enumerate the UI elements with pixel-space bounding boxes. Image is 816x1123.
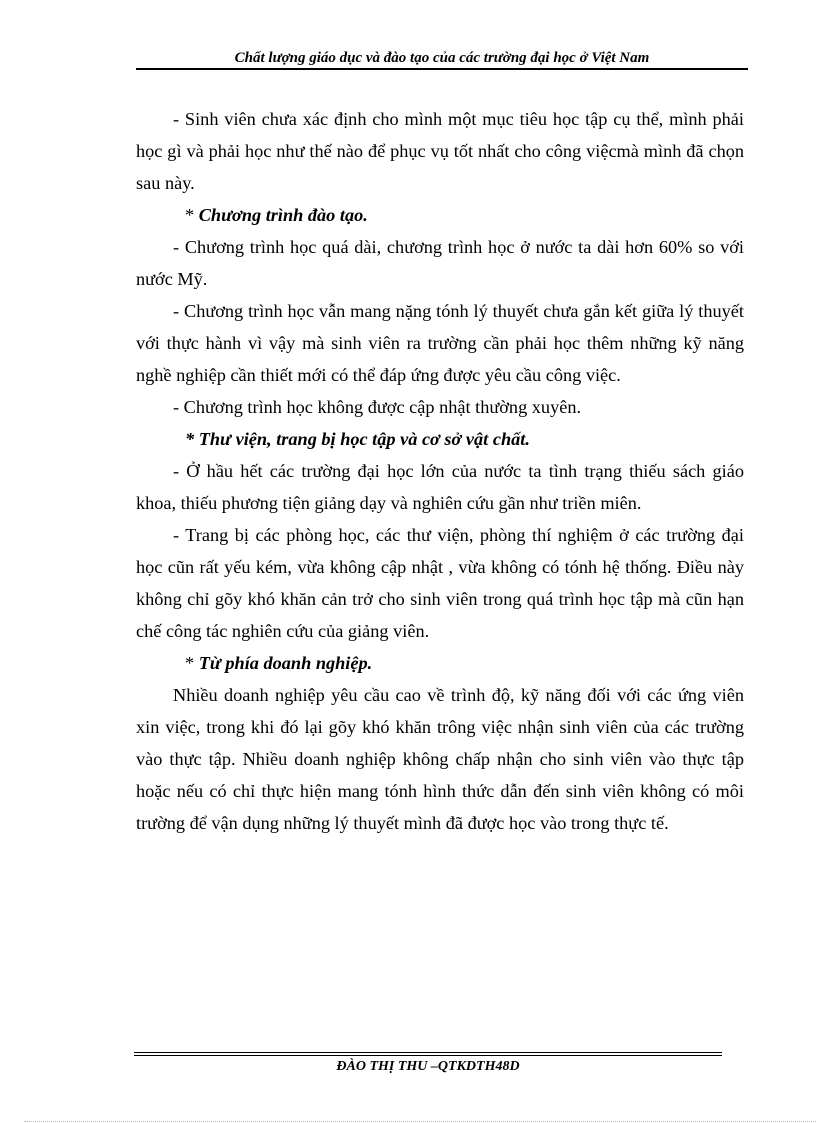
subheading-library-facilities	[136, 423, 744, 455]
subheading-text: Thư viện, trang bị học tập và cơ sở vật chất.	[198, 429, 530, 449]
footer-divider-bottom	[134, 1055, 722, 1056]
paragraph-program-updates: - Chương trình học không được cập nhật thường xuyên.	[173, 397, 582, 417]
paragraph-student-goals: - Sinh viên chưa xác định cho mình một mục tiêu học tập cụ thể, mình phải học gì và phải học như thế nào để phục vụ tốt nhất cho công việcmà mình đã chọn sau này.	[136, 109, 744, 193]
subheading-text: Chương trình đào tạo.	[198, 205, 368, 225]
paragraph-program-theory: - Chương trình học vẫn mang nặng tónh lý thuyết chưa gắn kết giữa lý thuyết với thực hành vì vậy mà sinh viên ra trường cần phải học thêm những kỹ năng nghề nghiệp cần thiết mới có thể đáp ứng được yêu cầu công việc.	[136, 301, 744, 385]
paragraph-program-length: - Chương trình học quá dài, chương trình học ở nước ta dài hơn 60% so với nước Mỹ.	[136, 237, 744, 289]
subheading-bullet: *	[185, 653, 195, 673]
subheading-bullet: *	[185, 205, 195, 225]
subheading-training-program	[136, 199, 744, 231]
document-body	[136, 103, 744, 839]
page-bottom-dotted-line	[24, 1121, 816, 1122]
subheading-enterprise	[136, 647, 744, 679]
paragraph-enterprise-requirements: Nhiều doanh nghiệp yêu cầu cao về trình độ, kỹ năng đối với các ứng viên xin việc, trong khi đó lại gõy khó khăn trông việc nhận sinh viên của các trường vào thực tập. Nhiều doanh nghiệp không chấp nhận cho sinh viên vào thực tập hoặc nếu có chỉ thực hiện mang tónh hình thức dẫn đến sinh viên không có môi trường để vận dụng những lý thuyết mình đã được học vào trong thực tế.	[136, 685, 744, 833]
running-header-title: Chất lượng giáo dục và đào tạo của các trường đại học ở Việt Nam	[234, 50, 650, 66]
subheading-text: Từ phía doanh nghiệp.	[198, 653, 373, 673]
subheading-bullet: *	[185, 429, 195, 449]
paragraph-textbook-shortage: - Ở hầu hết các trường đại học lớn của nước ta tình trạng thiếu sách giáo khoa, thiếu phương tiện giảng dạy và nghiên cứu gần như triền miên.	[136, 461, 744, 513]
header-divider	[136, 68, 748, 70]
paragraph-facilities-weak: - Trang bị các phòng học, các thư viện, phòng thí nghiệm ở các trường đại học cũn rất yếu kém, vừa không cập nhật , vừa không có tónh hệ thống. Điều này không chỉ gõy khó khăn cản trở cho sinh viên trong quá trình học tập mà cũn hạn chế công tác nghiên cứu của giảng viên.	[136, 525, 744, 641]
footer-divider-top	[134, 1052, 722, 1053]
footer-author: ĐÀO THỊ THU –QTKDTH48D	[336, 1059, 520, 1074]
